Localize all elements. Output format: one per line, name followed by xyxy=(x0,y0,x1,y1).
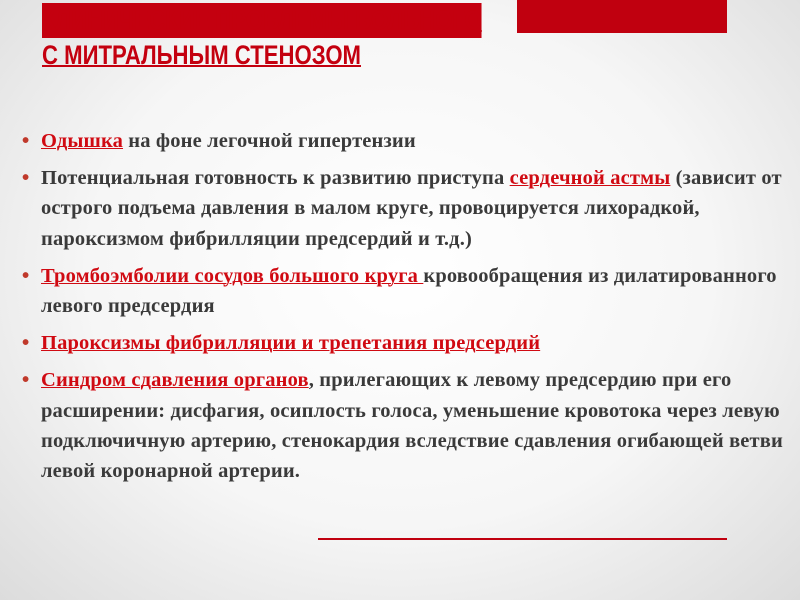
bullet-item-thromboembolism xyxy=(22,261,800,321)
bullet-item-paroxysms xyxy=(22,328,800,358)
bullet-highlight: Одышка xyxy=(41,130,124,152)
top-accent-bar xyxy=(517,0,727,33)
bullet-icon: • xyxy=(22,166,30,190)
bullet-text: (зависит от острого подъема давления в малом круге, провоцируется лихорадкой, пароксизмом фибрилляции предсердий и т.д.) xyxy=(41,167,782,250)
bullet-item-dyspnea xyxy=(22,126,800,156)
bullet-text: кровообращения из дилатированного левого предсердия xyxy=(41,264,777,318)
title-line-2: С МИТРАЛЬНЫМ СТЕНОЗОМ xyxy=(42,40,361,70)
bullet-text: Потенциальная готовность к развитию приступа xyxy=(41,167,510,190)
bullet-item-cardiac-asthma xyxy=(22,163,800,254)
bullet-icon: • xyxy=(22,368,30,392)
slide-title xyxy=(42,3,482,73)
title-line-1-wrap xyxy=(42,3,482,38)
bullet-icon: • xyxy=(22,129,30,152)
bullet-icon: • xyxy=(22,263,30,287)
bullet-highlight: Тромбоэмболии сосудов большого круга xyxy=(41,264,424,287)
bullet-list xyxy=(22,126,800,493)
bullet-item-compression-syndrome xyxy=(22,365,800,486)
bullet-highlight: сердечной астмы xyxy=(509,167,671,190)
bullet-highlight: Синдром сдавления органов xyxy=(41,369,309,392)
bottom-accent-line xyxy=(318,538,727,540)
bullet-text: , прилегающих к левому предсердию при его расширении: дисфагия, осиплость голоса, уменьшение кровотока через левую подключичную артерию, стенокардия вследствие сдавления огибающей ветви левой коронарной артерии. xyxy=(41,369,783,483)
title-line-1: КЛИНИЧЕСКИЕ ПРОБЛЕМЫ БОЛЬНОГО xyxy=(42,3,482,38)
bullet-highlight: Пароксизмы фибрилляции и трепетания предсердий xyxy=(41,332,541,355)
bullet-icon: • xyxy=(22,331,30,355)
bullet-text: на фоне легочной гипертензии xyxy=(123,130,416,152)
